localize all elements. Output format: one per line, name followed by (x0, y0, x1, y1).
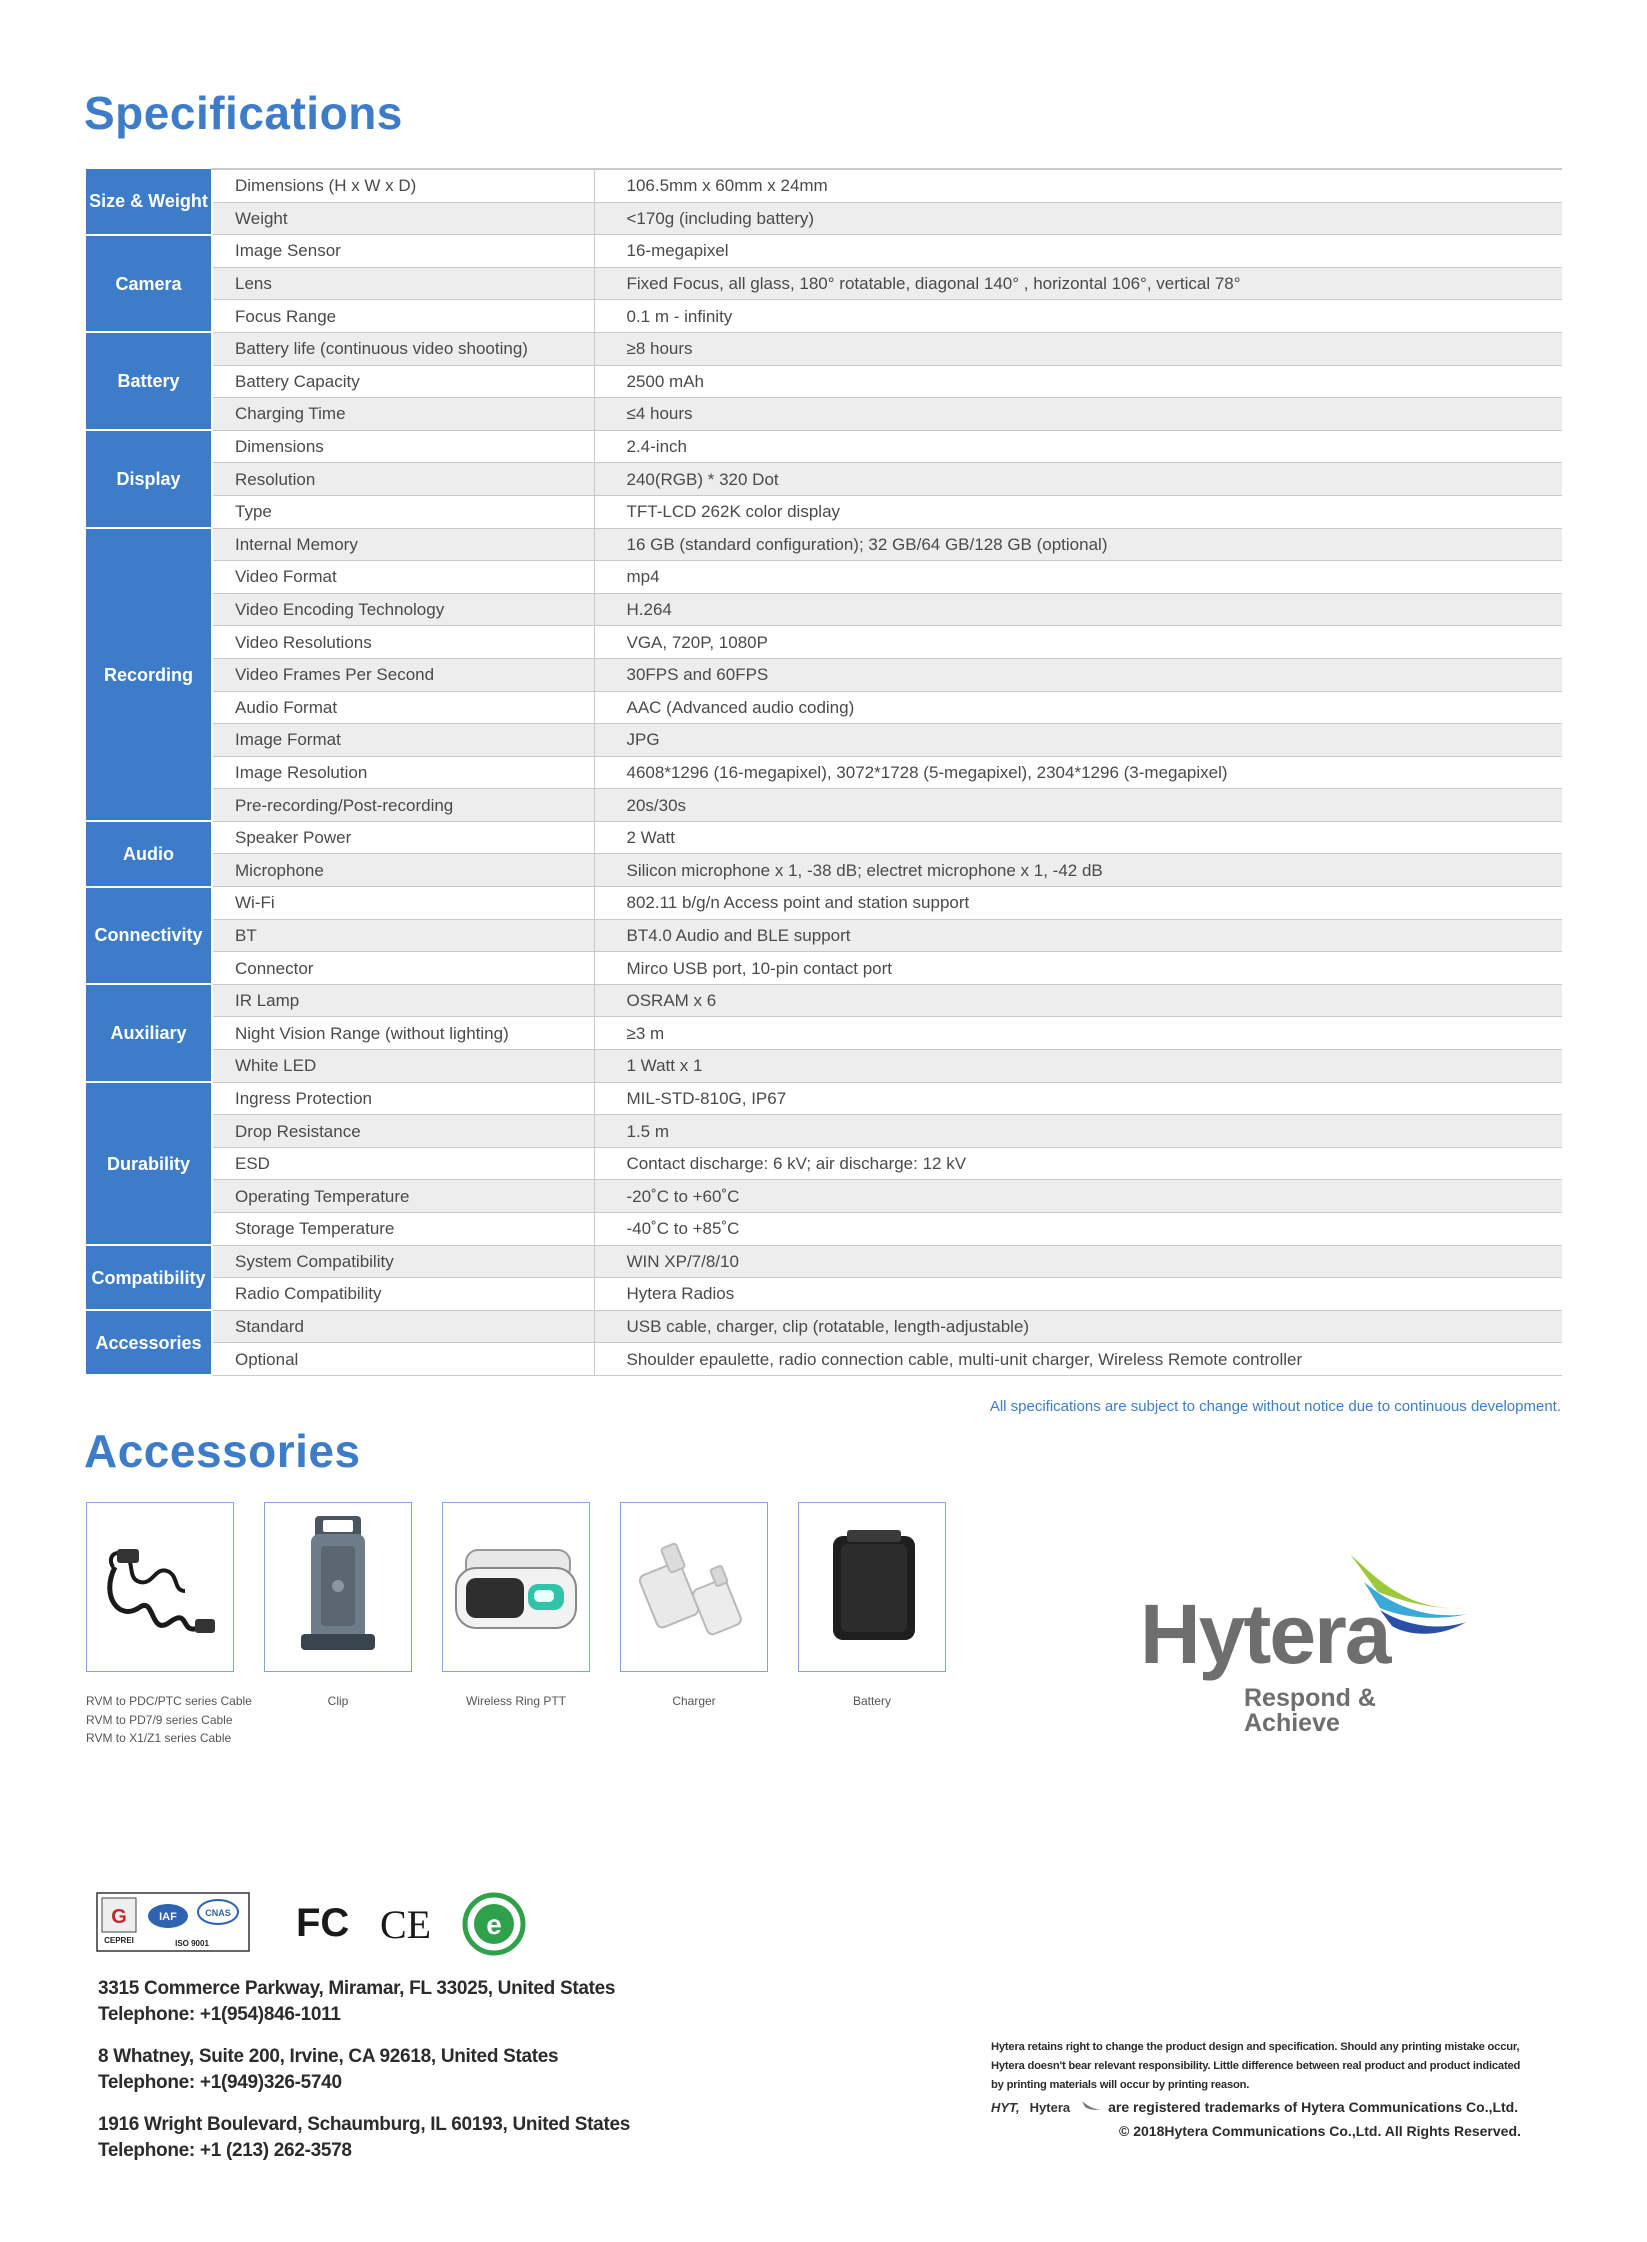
spec-category: Recording (86, 528, 212, 821)
spec-row (86, 235, 1562, 268)
spec-row (86, 365, 1562, 398)
spec-row (86, 398, 1562, 431)
spec-key: System Compatibility (212, 1245, 594, 1278)
spec-value: 4608*1296 (16-megapixel), 3072*1728 (5-megapixel), 2304*1296 (3-megapixel) (594, 756, 1562, 789)
accessory-label: Battery (852, 1694, 891, 1708)
spec-row (86, 528, 1562, 561)
accessory-item (798, 1502, 946, 1711)
spec-row (86, 1147, 1562, 1180)
spec-category: Connectivity (86, 887, 212, 985)
spec-value: ≤4 hours (594, 398, 1562, 431)
accessory-image (86, 1502, 234, 1672)
spec-key: Pre-recording/Post-recording (212, 789, 594, 822)
accessory-label: Charger (672, 1694, 716, 1708)
svg-text:FC: FC (296, 1901, 350, 1944)
spec-value: 30FPS and 60FPS (594, 658, 1562, 691)
spec-key: Storage Temperature (212, 1213, 594, 1246)
spec-row (86, 952, 1562, 985)
spec-row (86, 626, 1562, 659)
logo-slogan: Respond & Achieve (1244, 1684, 1376, 1737)
spec-row (86, 1082, 1562, 1115)
spec-category: Audio (86, 821, 212, 886)
spec-key: Microphone (212, 854, 594, 887)
spec-key: Video Encoding Technology (212, 593, 594, 626)
accessory-image (442, 1502, 590, 1672)
spec-value: AAC (Advanced audio coding) (594, 691, 1562, 724)
spec-value: <170g (including battery) (594, 202, 1562, 235)
spec-key: IR Lamp (212, 984, 594, 1017)
disclaimer-line: by printing materials will occur by printing reason. (991, 2079, 1250, 2091)
cnas-text: CNAS (205, 1908, 231, 1918)
spec-row (86, 919, 1562, 952)
spec-category: Durability (86, 1082, 212, 1245)
spec-value: mp4 (594, 561, 1562, 594)
spec-key: Video Frames Per Second (212, 658, 594, 691)
spec-row (86, 854, 1562, 887)
spec-row (86, 1180, 1562, 1213)
spec-key: Wi-Fi (212, 887, 594, 920)
spec-value: 20s/30s (594, 789, 1562, 822)
spec-row (86, 1017, 1562, 1050)
address-item: 1916 Wright Boulevard, Schaumburg, IL 60193, United States Telephone: +1 (213) 262-3578 (98, 2114, 631, 2161)
ring-ptt-icon (448, 1532, 584, 1642)
spec-row (86, 658, 1562, 691)
spec-key: Operating Temperature (212, 1180, 594, 1213)
iso-text: ISO 9001 (175, 1939, 209, 1948)
address-item: 3315 Commerce Parkway, Miramar, FL 33025, United States Telephone: +1(954)846-1011 (98, 1978, 616, 2025)
spec-row (86, 267, 1562, 300)
accessory-item (264, 1502, 412, 1711)
spec-category: Battery (86, 332, 212, 430)
hytera-mark: Hytera (1029, 2099, 1071, 2115)
spec-key: Drop Resistance (212, 1115, 594, 1148)
spec-value: Silicon microphone x 1, -38 dB; electret microphone x 1, -42 dB (594, 854, 1562, 887)
spec-row (86, 789, 1562, 822)
accessory-image (620, 1502, 768, 1672)
spec-row (86, 300, 1562, 333)
spec-value: BT4.0 Audio and BLE support (594, 919, 1562, 952)
spec-row (86, 1115, 1562, 1148)
spec-key: Standard (212, 1310, 594, 1343)
spec-category: Size & Weight (86, 169, 212, 235)
spec-key: Battery life (continuous video shooting) (212, 332, 594, 365)
clip-icon (283, 1512, 393, 1662)
copyright-text: © 2018Hytera Communications Co.,Ltd. All Rights Reserved. (1119, 2123, 1521, 2139)
spec-key: BT (212, 919, 594, 952)
spec-value: 16-megapixel (594, 235, 1562, 268)
spec-row (86, 593, 1562, 626)
spec-category: Accessories (86, 1310, 212, 1375)
iaf-text: IAF (159, 1911, 177, 1923)
fcc-cert-icon (294, 1898, 358, 1949)
spec-value: USB cable, charger, clip (rotatable, length-adjustable) (594, 1310, 1562, 1343)
spec-value: ≥3 m (594, 1017, 1562, 1050)
accessories-title: Accessories (84, 1425, 361, 1477)
spec-row (86, 756, 1562, 789)
spec-value: 1 Watt x 1 (594, 1050, 1562, 1083)
spec-row (86, 821, 1562, 854)
spec-row (86, 1050, 1562, 1083)
ceprei-text: CEPREI (104, 1936, 134, 1945)
spec-value: TFT-LCD 262K color display (594, 495, 1562, 528)
accessory-item (620, 1502, 768, 1711)
spec-key: Video Format (212, 561, 594, 594)
spec-key: Internal Memory (212, 528, 594, 561)
spec-value: 1.5 m (594, 1115, 1562, 1148)
spec-row (86, 1278, 1562, 1311)
spec-row (86, 1343, 1562, 1376)
spec-value: H.264 (594, 593, 1562, 626)
spec-key: Audio Format (212, 691, 594, 724)
hyt-mark: HYT, (991, 2099, 1020, 2115)
spec-row (86, 463, 1562, 496)
spec-key: Radio Compatibility (212, 1278, 594, 1311)
spec-value: Mirco USB port, 10-pin contact port (594, 952, 1562, 985)
spec-row (86, 430, 1562, 463)
trademark-text: are registered trademarks of Hytera Communications Co.,Ltd. (1108, 2099, 1519, 2115)
spec-key: Focus Range (212, 300, 594, 333)
spec-key: Night Vision Range (without lighting) (212, 1017, 594, 1050)
logo-wordmark: Hytera (1140, 1587, 1390, 1681)
spec-value: 2500 mAh (594, 365, 1562, 398)
spec-note: All specifications are subject to change without notice due to continuous development. (989, 1398, 1561, 1415)
spec-row (86, 495, 1562, 528)
spec-value: 802.11 b/g/n Access point and station support (594, 887, 1562, 920)
spec-value: Contact discharge: 6 kV; air discharge: 12 kV (594, 1147, 1562, 1180)
spec-value: 106.5mm x 60mm x 24mm (594, 169, 1562, 202)
spec-key: Video Resolutions (212, 626, 594, 659)
spec-category: Compatibility (86, 1245, 212, 1310)
spec-row (86, 202, 1562, 235)
spec-value: ≥8 hours (594, 332, 1562, 365)
spec-row (86, 169, 1562, 202)
spec-key: Resolution (212, 463, 594, 496)
spec-key: Charging Time (212, 398, 594, 431)
spec-key: Dimensions (H x W x D) (212, 169, 594, 202)
spec-value: Shoulder epaulette, radio connection cable, multi-unit charger, Wireless Remote controller (594, 1343, 1562, 1376)
spec-row (86, 1310, 1562, 1343)
spec-key: Dimensions (212, 430, 594, 463)
spec-row (86, 1213, 1562, 1246)
spec-value: VGA, 720P, 1080P (594, 626, 1562, 659)
spec-value: 2 Watt (594, 821, 1562, 854)
svg-text:CE: CE (380, 1902, 432, 1946)
accessory-image (798, 1502, 946, 1672)
accessory-item (86, 1502, 252, 1748)
svg-text:G: G (111, 1906, 127, 1928)
spec-value: MIL-STD-810G, IP67 (594, 1082, 1562, 1115)
spec-row (86, 887, 1562, 920)
spec-value: -20˚C to +60˚C (594, 1180, 1562, 1213)
spec-table (86, 168, 1562, 1376)
address-block (98, 1976, 630, 2180)
spec-value: 16 GB (standard configuration); 32 GB/64 GB/128 GB (optional) (594, 528, 1562, 561)
hytera-logo (1140, 1552, 1470, 1737)
address-item: 8 Whatney, Suite 200, Irvine, CA 92618, United States Telephone: +1(949)326-5740 (98, 2046, 559, 2093)
trademark-line (991, 2099, 1561, 2115)
accessory-image (264, 1502, 412, 1672)
iso-cert-badge (96, 1892, 250, 1957)
spec-key: Speaker Power (212, 821, 594, 854)
spec-row (86, 332, 1562, 365)
spec-key: White LED (212, 1050, 594, 1083)
spec-value: Fixed Focus, all glass, 180° rotatable, diagonal 140° , horizontal 106°, vertical 78° (594, 267, 1562, 300)
spec-key: Image Resolution (212, 756, 594, 789)
spec-category: Auxiliary (86, 984, 212, 1082)
charger-icon (629, 1527, 759, 1647)
spec-key: Weight (212, 202, 594, 235)
accessory-label: Clip (327, 1694, 349, 1708)
spec-row (86, 724, 1562, 757)
svg-text:e: e (486, 1909, 502, 1940)
hytera-wing-small-icon (1080, 2100, 1102, 2114)
e-recycle-cert-icon (458, 1892, 532, 1961)
spec-key: Image Sensor (212, 235, 594, 268)
spec-value: Hytera Radios (594, 1278, 1562, 1311)
spec-category: Display (86, 430, 212, 528)
spec-value: 240(RGB) * 320 Dot (594, 463, 1562, 496)
spec-key: Type (212, 495, 594, 528)
accessory-label: Wireless Ring PTT (465, 1694, 566, 1708)
disclaimer-block (991, 2038, 1561, 2139)
spec-value: 2.4-inch (594, 430, 1562, 463)
ce-cert-icon (380, 1900, 440, 1951)
page-title: Specifications (84, 87, 403, 139)
spec-value: -40˚C to +85˚C (594, 1213, 1562, 1246)
spec-row (86, 984, 1562, 1017)
spec-key: Image Format (212, 724, 594, 757)
spec-row (86, 1245, 1562, 1278)
spec-value: 0.1 m - infinity (594, 300, 1562, 333)
cable-icon (95, 1527, 225, 1647)
spec-key: ESD (212, 1147, 594, 1180)
disclaimer-line: Hytera retains right to change the product design and specification. Should any printing mistake occur, (991, 2041, 1520, 2053)
accessory-label: RVM to PDC/PTC series Cable RVM to PD7/9 series Cable RVM to X1/Z1 series Cable (86, 1694, 252, 1746)
accessory-item (442, 1502, 590, 1711)
spec-value: OSRAM x 6 (594, 984, 1562, 1017)
spec-key: Connector (212, 952, 594, 985)
spec-value: JPG (594, 724, 1562, 757)
spec-value: WIN XP/7/8/10 (594, 1245, 1562, 1278)
spec-row (86, 561, 1562, 594)
spec-key: Optional (212, 1343, 594, 1376)
battery-icon (817, 1522, 927, 1652)
disclaimer-line: Hytera doesn't bear relevant responsibility. Little difference between real product and product indicated (991, 2060, 1521, 2072)
spec-row (86, 691, 1562, 724)
spec-key: Battery Capacity (212, 365, 594, 398)
spec-key: Ingress Protection (212, 1082, 594, 1115)
spec-category: Camera (86, 235, 212, 333)
spec-key: Lens (212, 267, 594, 300)
